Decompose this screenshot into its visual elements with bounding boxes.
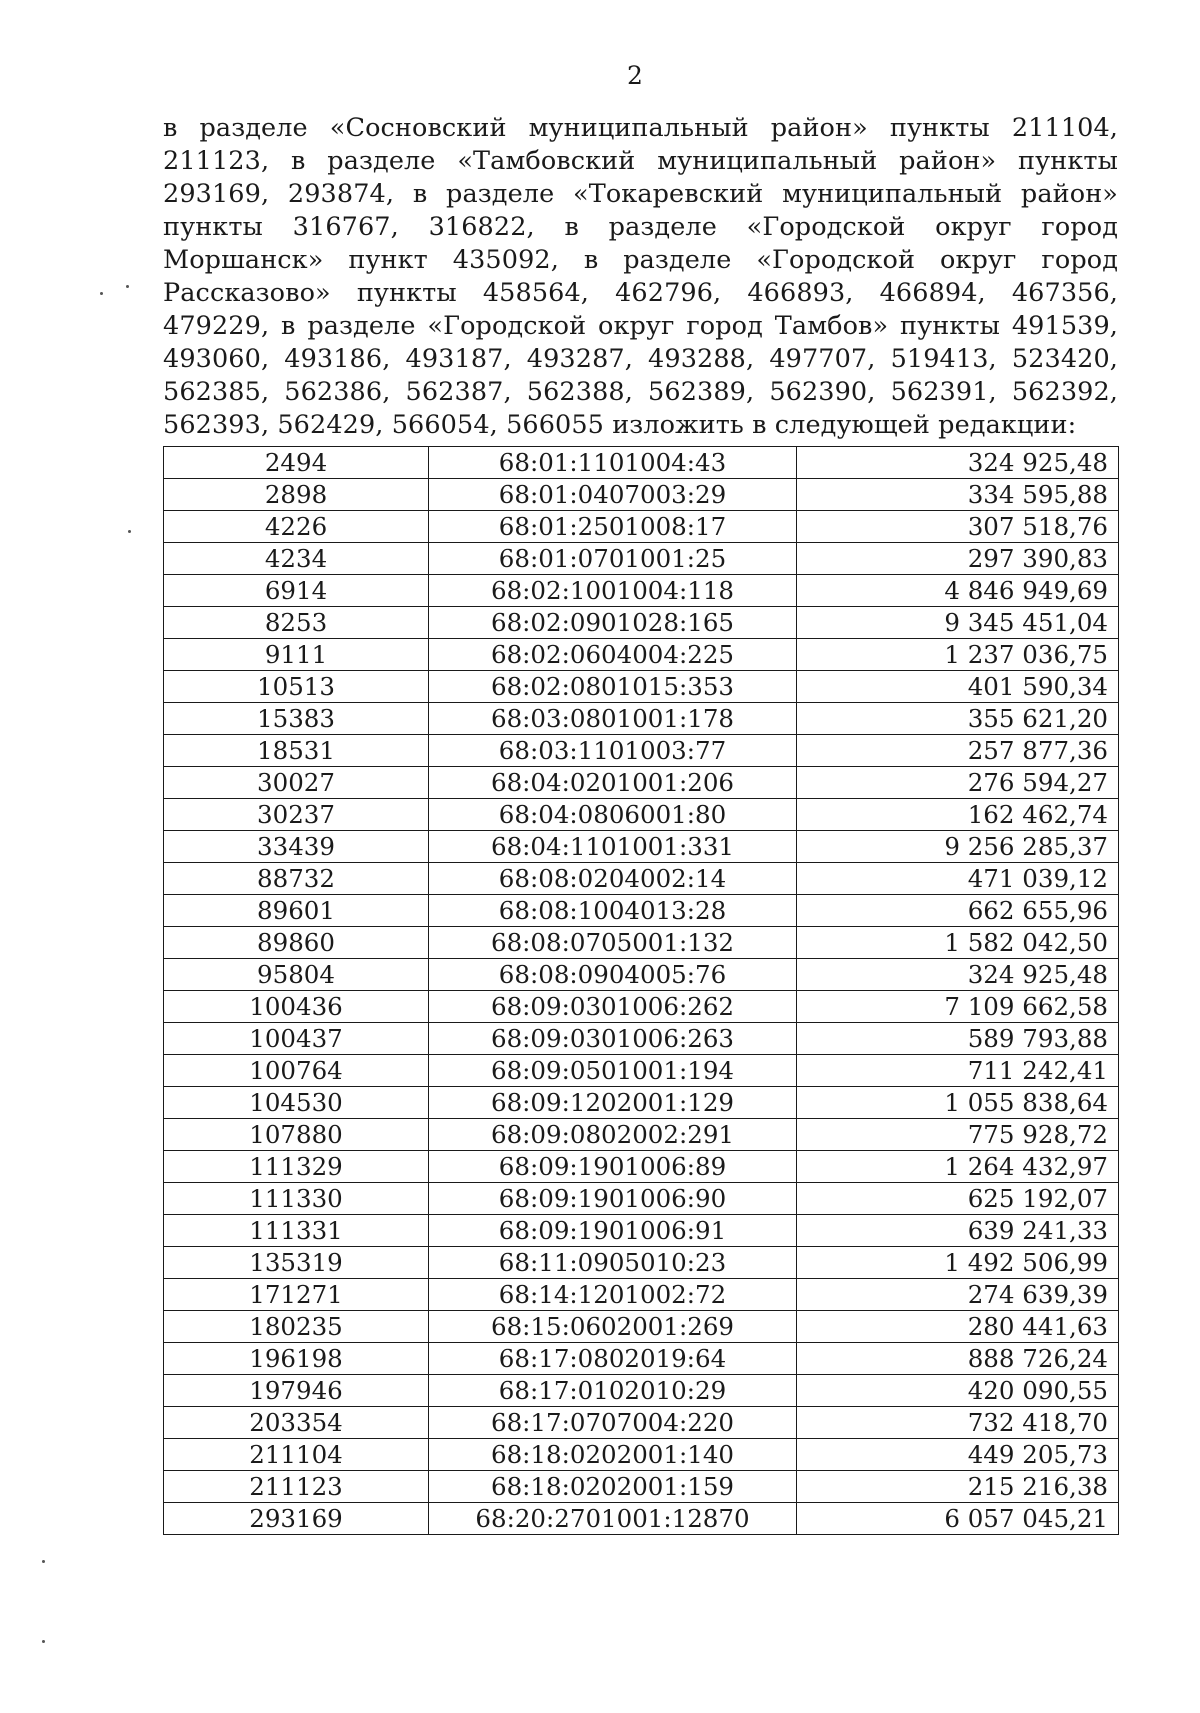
table-row [164,735,1119,767]
cell-value: 9 256 285,37 [797,831,1119,863]
cell-value: 4 846 949,69 [797,575,1119,607]
table-row [164,799,1119,831]
cell-code: 111330 [164,1183,429,1215]
cell-cadastral: 68:01:0407003:29 [429,479,797,511]
cell-value: 162 462,74 [797,799,1119,831]
cell-value: 324 925,48 [797,959,1119,991]
cell-code: 203354 [164,1407,429,1439]
scan-speck [100,292,103,295]
table-row [164,1247,1119,1279]
cell-value: 9 345 451,04 [797,607,1119,639]
cell-cadastral: 68:09:0802002:291 [429,1119,797,1151]
cell-value: 589 793,88 [797,1023,1119,1055]
cell-value: 625 192,07 [797,1183,1119,1215]
cell-cadastral: 68:03:0801001:178 [429,703,797,735]
cell-code: 95804 [164,959,429,991]
cell-cadastral: 68:17:0802019:64 [429,1343,797,1375]
cell-value: 257 877,36 [797,735,1119,767]
table-row [164,511,1119,543]
cell-cadastral: 68:01:1101004:43 [429,447,797,479]
cell-code: 211123 [164,1471,429,1503]
cell-cadastral: 68:08:0204002:14 [429,863,797,895]
cell-code: 171271 [164,1279,429,1311]
cell-cadastral: 68:18:0202001:159 [429,1471,797,1503]
cell-code: 18531 [164,735,429,767]
cell-code: 196198 [164,1343,429,1375]
cell-cadastral: 68:08:1004013:28 [429,895,797,927]
cell-value: 1 264 432,97 [797,1151,1119,1183]
table-row [164,1343,1119,1375]
cell-value: 775 928,72 [797,1119,1119,1151]
cell-code: 9111 [164,639,429,671]
cell-cadastral: 68:17:0707004:220 [429,1407,797,1439]
table-row [164,1375,1119,1407]
cell-value: 7 109 662,58 [797,991,1119,1023]
cell-cadastral: 68:09:0501001:194 [429,1055,797,1087]
table-row [164,543,1119,575]
page-number: 2 [627,61,643,90]
table-row [164,1279,1119,1311]
table-row [164,1023,1119,1055]
table-row [164,575,1119,607]
cell-code: 89601 [164,895,429,927]
cell-cadastral: 68:04:0201001:206 [429,767,797,799]
cell-cadastral: 68:09:0301006:262 [429,991,797,1023]
cell-code: 100437 [164,1023,429,1055]
table-row [164,1087,1119,1119]
cell-value: 449 205,73 [797,1439,1119,1471]
cell-cadastral: 68:20:2701001:12870 [429,1503,797,1535]
cell-value: 1 237 036,75 [797,639,1119,671]
cell-code: 15383 [164,703,429,735]
scan-speck [42,1560,45,1563]
cell-code: 89860 [164,927,429,959]
cell-code: 107880 [164,1119,429,1151]
cell-code: 88732 [164,863,429,895]
cell-cadastral: 68:09:1202001:129 [429,1087,797,1119]
cell-value: 401 590,34 [797,671,1119,703]
table-row [164,959,1119,991]
cell-code: 30027 [164,767,429,799]
cell-cadastral: 68:04:0806001:80 [429,799,797,831]
cell-value: 334 595,88 [797,479,1119,511]
cell-value: 355 621,20 [797,703,1119,735]
cell-cadastral: 68:09:1901006:90 [429,1183,797,1215]
cell-value: 324 925,48 [797,447,1119,479]
cell-code: 100764 [164,1055,429,1087]
cell-code: 8253 [164,607,429,639]
scan-speck [126,285,129,288]
cell-value: 274 639,39 [797,1279,1119,1311]
cell-code: 10513 [164,671,429,703]
table-row [164,447,1119,479]
cell-code: 111331 [164,1215,429,1247]
cell-value: 297 390,83 [797,543,1119,575]
cell-cadastral: 68:11:0905010:23 [429,1247,797,1279]
cell-cadastral: 68:09:1901006:91 [429,1215,797,1247]
cell-value: 420 090,55 [797,1375,1119,1407]
table-row [164,991,1119,1023]
cell-code: 104530 [164,1087,429,1119]
cell-cadastral: 68:03:1101003:77 [429,735,797,767]
cell-cadastral: 68:14:1201002:72 [429,1279,797,1311]
cell-value: 711 242,41 [797,1055,1119,1087]
table-row [164,1471,1119,1503]
cell-value: 6 057 045,21 [797,1503,1119,1535]
cell-cadastral: 68:02:0901028:165 [429,607,797,639]
cell-code: 2898 [164,479,429,511]
table-row [164,767,1119,799]
cell-value: 732 418,70 [797,1407,1119,1439]
table-row [164,1215,1119,1247]
scan-speck [128,530,131,533]
cell-cadastral: 68:08:0904005:76 [429,959,797,991]
cell-value: 276 594,27 [797,767,1119,799]
cell-cadastral: 68:01:0701001:25 [429,543,797,575]
table-row [164,639,1119,671]
cell-cadastral: 68:02:1001004:118 [429,575,797,607]
table-row [164,1439,1119,1471]
cell-code: 111329 [164,1151,429,1183]
cell-value: 888 726,24 [797,1343,1119,1375]
table-body [164,447,1119,1535]
table-row [164,1183,1119,1215]
table-row [164,863,1119,895]
cell-cadastral: 68:02:0604004:225 [429,639,797,671]
cell-code: 2494 [164,447,429,479]
cell-value: 471 039,12 [797,863,1119,895]
cell-value: 280 441,63 [797,1311,1119,1343]
table-row [164,1119,1119,1151]
scan-speck [42,1640,45,1643]
cell-value: 1 055 838,64 [797,1087,1119,1119]
table-row [164,1407,1119,1439]
table-row [164,1311,1119,1343]
cell-cadastral: 68:01:2501008:17 [429,511,797,543]
table-row [164,927,1119,959]
table-row [164,895,1119,927]
cell-value: 1 492 506,99 [797,1247,1119,1279]
cell-cadastral: 68:09:0301006:263 [429,1023,797,1055]
amendment-paragraph: в разделе «Сосновский муниципальный район» пункты 211104, 211123, в разделе «Тамбовский муниципальный район» пункты 293169, 293874, в разделе «Токаревский муниципальный район» пункты 316767, 316822, в разделе «Городской округ город Моршанск» пункт 435092, в разделе «Городской округ город Рассказово» пункты 458564, 462796, 466893, 466894, 467356, 479229, в разделе «Городской округ город Тамбов» пункты 491539, 493060, 493186, 493187, 493287, 493288, 497707, 519413, 523420, 562385, 562386, 562387, 562388, 562389, 562390, 562391, 562392, 562393, 562429, 566054, 566055 изложить в следующей редакции: [163,113,1118,440]
cell-cadastral: 68:02:0801015:353 [429,671,797,703]
cell-code: 135319 [164,1247,429,1279]
cell-cadastral: 68:15:0602001:269 [429,1311,797,1343]
cell-code: 6914 [164,575,429,607]
cell-cadastral: 68:17:0102010:29 [429,1375,797,1407]
cell-code: 33439 [164,831,429,863]
cell-value: 639 241,33 [797,1215,1119,1247]
cell-value: 307 518,76 [797,511,1119,543]
table-row [164,1055,1119,1087]
cell-code: 30237 [164,799,429,831]
cell-code: 197946 [164,1375,429,1407]
cell-code: 4234 [164,543,429,575]
cell-code: 211104 [164,1439,429,1471]
cell-value: 662 655,96 [797,895,1119,927]
cell-code: 100436 [164,991,429,1023]
table-row [164,703,1119,735]
cell-code: 4226 [164,511,429,543]
cell-value: 1 582 042,50 [797,927,1119,959]
table-row [164,1503,1119,1535]
cell-cadastral: 68:09:1901006:89 [429,1151,797,1183]
cell-cadastral: 68:08:0705001:132 [429,927,797,959]
table-row [164,479,1119,511]
cell-cadastral: 68:04:1101001:331 [429,831,797,863]
cell-code: 293169 [164,1503,429,1535]
table-row [164,671,1119,703]
cell-cadastral: 68:18:0202001:140 [429,1439,797,1471]
table-row [164,831,1119,863]
cell-code: 180235 [164,1311,429,1343]
table-row [164,607,1119,639]
table-row [164,1151,1119,1183]
cadastral-value-table [163,446,1119,1535]
cell-value: 215 216,38 [797,1471,1119,1503]
